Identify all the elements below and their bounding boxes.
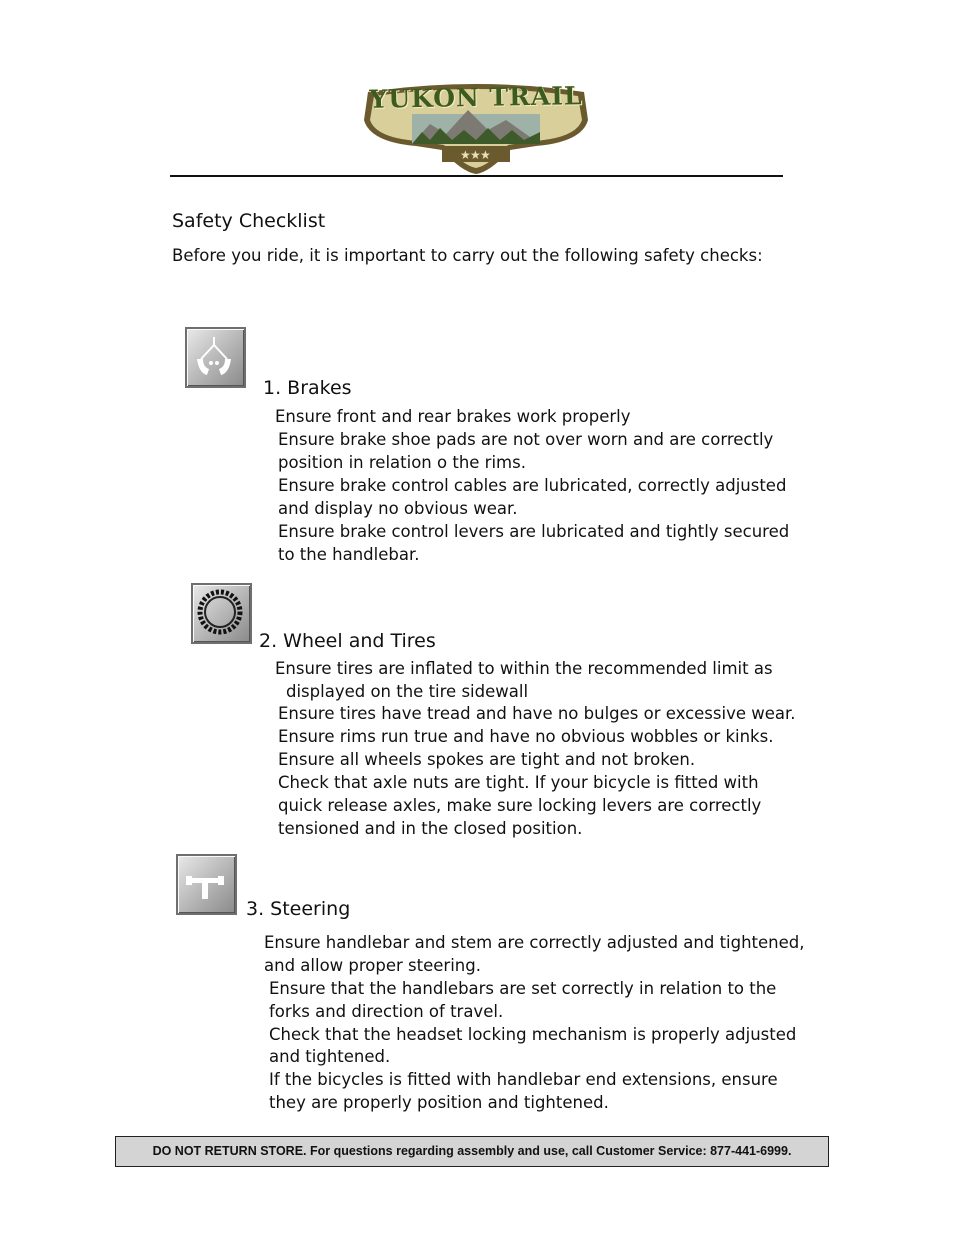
steering-line: Ensure handlebar and stem are correctly adjusted and tightened, bbox=[264, 933, 805, 952]
section-title-wheel-and-tires: 2. Wheel and Tires bbox=[259, 630, 436, 652]
steering-line: they are properly position and tightened. bbox=[269, 1093, 609, 1112]
header-divider bbox=[170, 175, 783, 177]
brakes-line: Ensure brake control cables are lubricated, correctly adjusted bbox=[278, 476, 787, 495]
logo-wordmark: YUKON TRAIL bbox=[369, 81, 583, 114]
tires-line: Ensure all wheels spokes are tight and not broken. bbox=[278, 750, 696, 769]
brakes-line: Ensure brake shoe pads are not over worn and are correctly bbox=[278, 430, 774, 449]
steering-line: and allow proper steering. bbox=[264, 956, 481, 975]
yukon-trail-logo bbox=[360, 80, 592, 176]
tires-line: quick release axles, make sure locking levers are correctly bbox=[278, 796, 762, 815]
tires-line: Check that axle nuts are tight. If your bicycle is fitted with bbox=[278, 773, 759, 792]
page-title: Safety Checklist bbox=[172, 210, 326, 232]
svg-text:★: ★ bbox=[480, 148, 491, 162]
steering-line: Check that the headset locking mechanism is properly adjusted bbox=[269, 1025, 797, 1044]
footer-notice: DO NOT RETURN STORE. For questions regarding assembly and use, call Customer Service: 877-441-6999. bbox=[115, 1136, 829, 1167]
brake-icon bbox=[185, 327, 246, 388]
steering-line: forks and direction of travel. bbox=[269, 1002, 504, 1021]
brakes-line: Ensure brake control levers are lubricated and tightly secured bbox=[278, 522, 790, 541]
steering-line: If the bicycles is fitted with handlebar end extensions, ensure bbox=[269, 1070, 778, 1089]
steering-line: Ensure that the handlebars are set correctly in relation to the bbox=[269, 979, 777, 998]
brakes-line: position in relation o the rims. bbox=[278, 453, 526, 472]
tires-line: Ensure tires have tread and have no bulges or excessive wear. bbox=[278, 704, 796, 723]
svg-text:★: ★ bbox=[470, 148, 481, 162]
tires-line: Ensure rims run true and have no obvious wobbles or kinks. bbox=[278, 727, 774, 746]
svg-text:★: ★ bbox=[460, 148, 471, 162]
tires-line: tensioned and in the closed position. bbox=[278, 819, 583, 838]
handlebar-icon bbox=[176, 854, 237, 915]
intro-text: Before you ride, it is important to carry out the following safety checks: bbox=[172, 246, 763, 265]
tires-line: Ensure tires are inflated to within the recommended limit as bbox=[275, 659, 773, 678]
steering-line: and tightened. bbox=[269, 1047, 391, 1066]
brakes-line: and display no obvious wear. bbox=[278, 499, 518, 518]
section-title-brakes: 1. Brakes bbox=[263, 377, 352, 399]
brakes-line: Ensure front and rear brakes work properly bbox=[275, 407, 631, 426]
tires-line: displayed on the tire sidewall bbox=[286, 682, 529, 701]
tire-icon bbox=[191, 583, 252, 644]
brakes-line: to the handlebar. bbox=[278, 545, 420, 564]
section-title-steering: 3. Steering bbox=[246, 898, 351, 920]
